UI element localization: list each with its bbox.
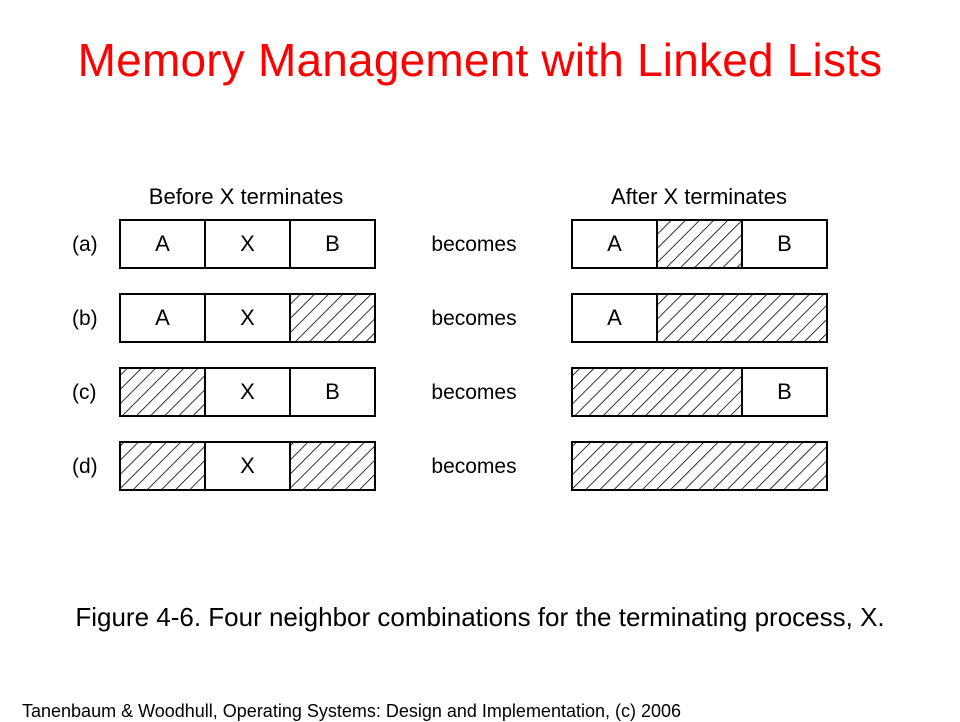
row-label: (d) xyxy=(72,455,98,478)
becomes-label: becomes xyxy=(431,233,517,256)
before-cell-label: A xyxy=(155,305,170,330)
after-cell-hole xyxy=(657,220,742,268)
before-cell-label: B xyxy=(325,379,340,404)
before-cell-hole xyxy=(120,368,205,416)
becomes-label: becomes xyxy=(431,307,517,330)
before-cell-label: X xyxy=(240,379,255,404)
before-cell-hole xyxy=(290,442,375,490)
after-cell-label: B xyxy=(777,379,792,404)
figure-caption: Figure 4-6. Four neighbor combinations for the terminating process, X. xyxy=(75,602,885,632)
becomes-label: becomes xyxy=(431,455,517,478)
becomes-label: becomes xyxy=(431,381,517,404)
before-cell-label: A xyxy=(155,231,170,256)
after-cell-label: A xyxy=(607,231,622,256)
diagram-rows xyxy=(72,220,827,490)
before-cell-label: X xyxy=(240,453,255,478)
after-cell-label: B xyxy=(777,231,792,256)
after-cell-hole xyxy=(572,442,827,490)
row-label: (a) xyxy=(72,233,98,256)
before-cell-hole xyxy=(120,442,205,490)
before-header: Before X terminates xyxy=(148,184,344,209)
after-cell-hole xyxy=(572,368,742,416)
before-cell-label: X xyxy=(240,231,255,256)
after-cell-hole xyxy=(657,294,827,342)
after-header: After X terminates xyxy=(610,184,788,209)
row-label: (b) xyxy=(72,307,98,330)
before-cell-label: X xyxy=(240,305,255,330)
slide-title: Memory Management with Linked Lists xyxy=(77,34,883,86)
after-cell-label: A xyxy=(607,305,622,330)
footer-citation: Tanenbaum & Woodhull, Operating Systems: Design and Implementation, (c) 2006 xyxy=(22,701,682,721)
before-cell-hole xyxy=(290,294,375,342)
row-label: (c) xyxy=(72,381,97,404)
before-cell-label: B xyxy=(325,231,340,256)
